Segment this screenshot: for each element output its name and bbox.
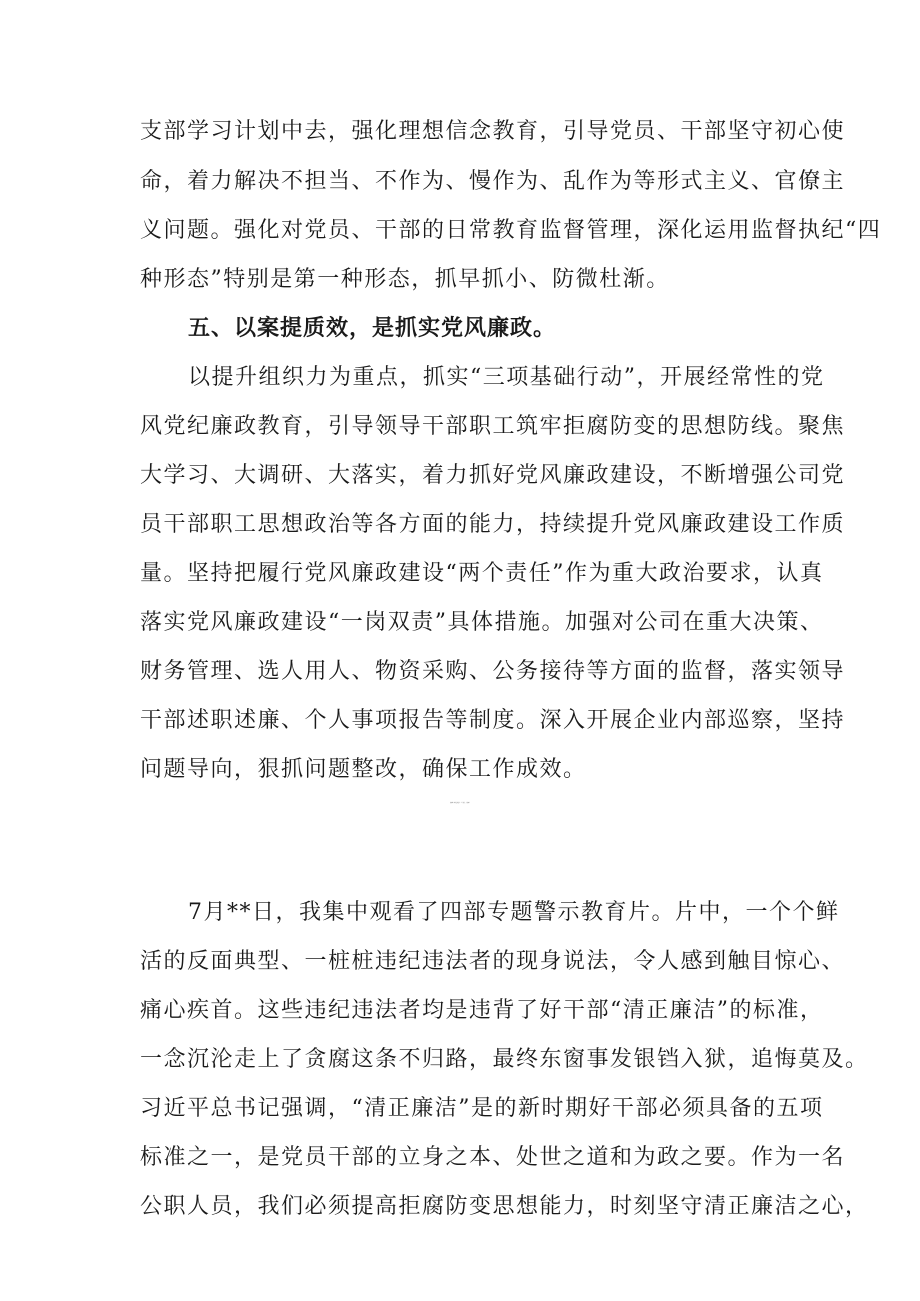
paragraph-line: 支部学习计划中去，强化理想信念教育，引导党员、干部坚守初心使: [140, 119, 846, 144]
paragraph-line: 公职人员，我们必须提高拒腐防变思想能力，时刻坚守清正廉洁之心，: [140, 1194, 869, 1219]
paragraph-line: 标准之一，是党员干部的立身之本、处世之道和为政之要。作为一名: [140, 1145, 846, 1170]
paragraph-line: 大学习、大调研、大落实，着力抓好党风廉政建设，不断增强公司党: [140, 463, 846, 488]
paragraph-line: 一念沉沦走上了贪腐这条不归路，最终东窗事发银铛入狱，追悔莫及。: [140, 1047, 869, 1072]
paragraph-line: 量。坚持把履行党风廉政建设“两个责任”作为重大政治要求，认真: [140, 561, 824, 586]
paragraph-line: 种形态”特别是第一种形态，抓早抓小、防微杜渐。: [140, 267, 670, 292]
paragraph-line: 7月**日，我集中观看了四部专题警示教育片。片中，一个个鲜: [188, 900, 840, 925]
paragraph-line: 活的反面典型、一桩桩违纪违法者的现身说法，令人感到触目惊心、: [140, 949, 846, 974]
paragraph-line: 干部述职述廉、个人事项报告等制度。深入开展企业内部巡察，坚持: [140, 708, 846, 733]
paragraph-line: 以提升组织力为重点，抓实“三项基础行动”，开展经常性的党: [188, 365, 825, 390]
article-title: 廉政警示教育交流发言：坚守廉心，行廉致远: [450, 803, 470, 804]
paragraph-line: 痛心疾首。这些违纪违法者均是违背了好干部“清正廉洁”的标准，: [140, 998, 824, 1023]
paragraph-line: 财务管理、选人用人、物资采购、公务接待等方面的监督，落实领导: [140, 659, 846, 684]
paragraph-line: 命，着力解决不担当、不作为、慢作为、乱作为等形式主义、官僚主: [140, 169, 846, 194]
paragraph-line: 问题导向，狠抓问题整改，确保工作成效。: [140, 757, 587, 782]
paragraph-line: 落实党风廉政建设“一岗双责”具体措施。加强对公司在重大决策、: [140, 610, 824, 635]
paragraph-line: 习近平总书记强调，“清正廉洁”是的新时期好干部必须具备的五项: [140, 1096, 824, 1121]
section-heading: 五、以案提质效，是抓实党风廉政。: [188, 316, 557, 341]
paragraph-line: 义问题。强化对党员、干部的日常教育监督管理，深化运用监督执纪“四: [140, 218, 882, 243]
paragraph-line: 员干部职工思想政治等各方面的能力，持续提升党风廉政建设工作质: [140, 512, 846, 537]
paragraph-line: 风党纪廉政教育，引导领导干部职工筑牢拒腐防变的思想防线。聚焦: [140, 414, 846, 439]
